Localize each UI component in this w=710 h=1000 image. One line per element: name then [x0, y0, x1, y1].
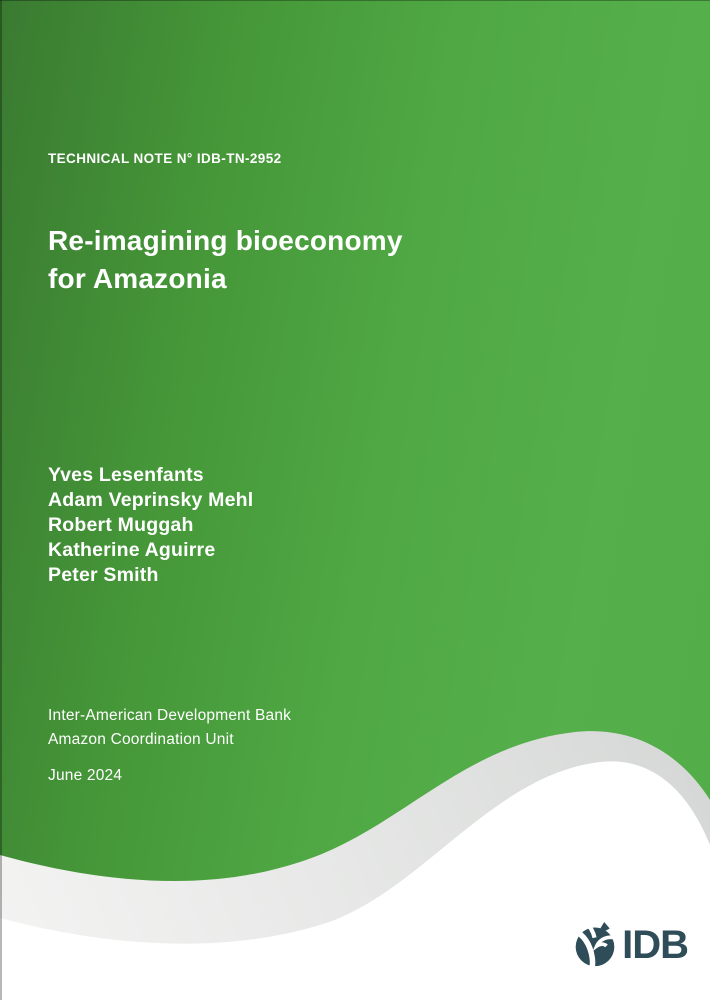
author-name: Yves Lesenfants	[48, 464, 204, 486]
author-name: Peter Smith	[48, 564, 159, 586]
author-list	[48, 463, 253, 588]
report-title-line2: for Amazonia	[48, 263, 227, 294]
technical-note-number: TECHNICAL NOTE N° IDB-TN-2952	[48, 151, 282, 166]
publisher-name: Inter-American Development Bank	[48, 707, 292, 724]
report-title	[48, 222, 403, 298]
idb-logo-text: IDB	[622, 923, 688, 967]
idb-logo	[572, 922, 688, 968]
idb-globe-icon	[572, 922, 618, 968]
page-left-edge	[0, 0, 2, 1000]
author-name: Adam Veprinsky Mehl	[48, 489, 254, 511]
publication-date: June 2024	[48, 767, 123, 784]
page-top-edge	[0, 0, 710, 1]
publisher-unit: Amazon Coordination Unit	[48, 731, 234, 748]
author-name: Robert Muggah	[48, 514, 194, 536]
report-title-line1: Re-imagining bioeconomy	[48, 225, 403, 256]
author-name: Katherine Aguirre	[48, 539, 216, 561]
